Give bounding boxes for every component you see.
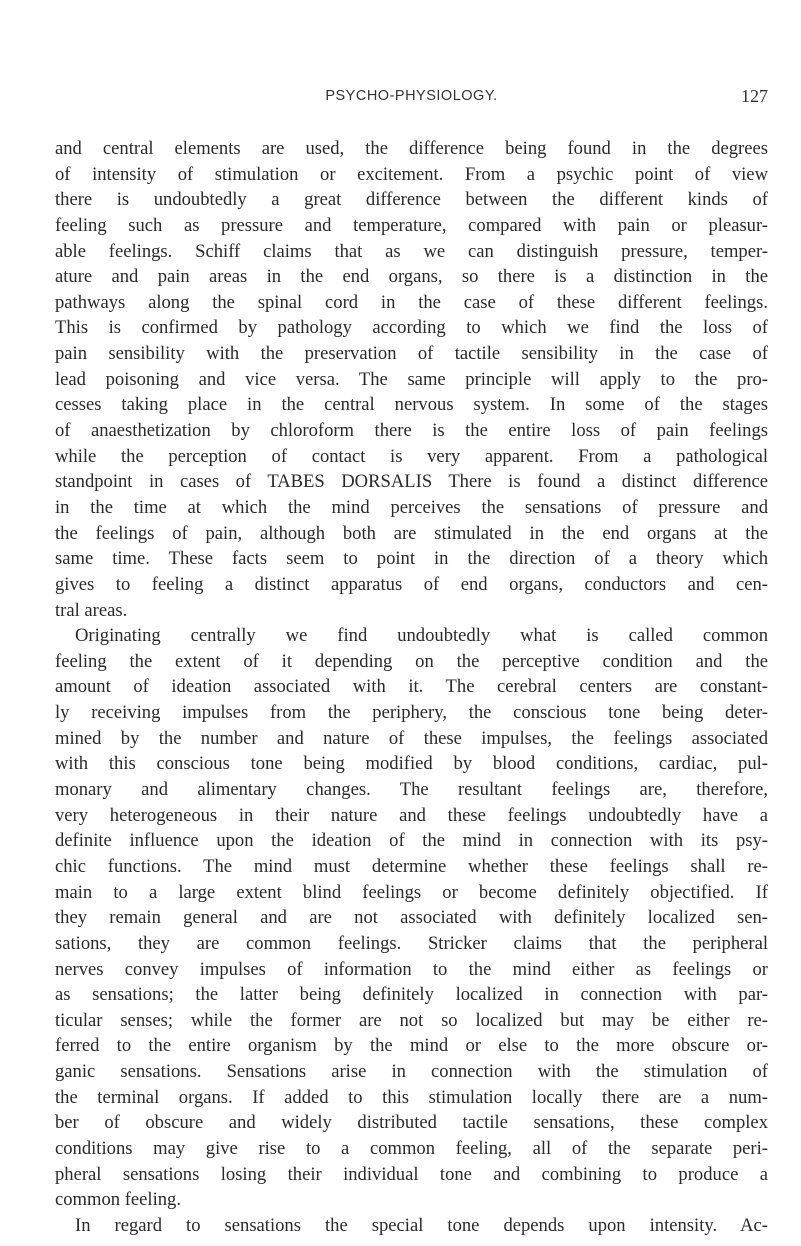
text-line: while the perception of contact is very apparent. From a pathological — [55, 445, 768, 467]
text-line: conditions may give rise to a common feeling, all of the separate peri- — [55, 1137, 768, 1159]
text-line: ly receiving impulses from the periphery, the conscious tone being deter- — [55, 702, 768, 724]
text-line: same time. These facts seem to point in the direction of a theory which — [55, 548, 768, 570]
text-line: ferred to the entire organism by the mind or else to the more obscure or- — [55, 1035, 768, 1057]
text-line: cesses taking place in the central nervous system. In some of the stages — [55, 394, 768, 416]
text-line: feeling such as pressure and temperature, compared with pain or pleasur- — [55, 214, 768, 236]
text-line: This is confirmed by pathology according to which we find the loss of — [55, 317, 768, 339]
body-text — [55, 136, 768, 1239]
text-line: ganic sensations. Sensations arise in connection with the stimulation of — [55, 1061, 768, 1083]
text-line: feeling the extent of it depending on the perceptive condition and the — [55, 650, 768, 672]
text-line: mined by the number and nature of these impulses, the feelings associated — [55, 727, 768, 749]
text-line: ature and pain areas in the end organs, so there is a distinction in the — [55, 266, 768, 288]
text-line: ticular senses; while the former are not so localized but may be either re- — [55, 1009, 768, 1031]
text-line: the feelings of pain, although both are stimulated in the end organs at the — [55, 522, 768, 544]
text-line: of anaesthetization by chloroform there is the entire loss of pain feelings — [55, 420, 768, 442]
running-title: PSYCHO-PHYSIOLOGY. — [325, 88, 498, 104]
text-line: Originating centrally we find undoubtedly what is called common — [75, 625, 768, 647]
text-line: in the time at which the mind perceives the sensations of pressure and — [55, 496, 768, 518]
text-line: able feelings. Schiff claims that as we can distinguish pressure, temper- — [55, 240, 768, 262]
text-line: sations, they are common feelings. Stricker claims that the peripheral — [55, 932, 768, 954]
text-line: common feeling. — [55, 1189, 181, 1211]
text-line: tral areas. — [55, 599, 128, 621]
text-line: monary and alimentary changes. The resultant feelings are, therefore, — [55, 779, 768, 801]
text-line: pathways along the spinal cord in the case of these different feelings. — [55, 291, 768, 313]
page-number: 127 — [741, 86, 768, 106]
text-line: of intensity of stimulation or excitement. From a psychic point of view — [55, 163, 768, 185]
text-line: very heterogeneous in their nature and these feelings undoubtedly have a — [55, 804, 768, 826]
text-line: standpoint in cases of TABES DORSALIS There is found a distinct difference — [55, 471, 768, 493]
text-line: amount of ideation associated with it. The cerebral centers are constant- — [55, 676, 768, 698]
text-line: they remain general and are not associated with definitely localized sen- — [55, 907, 768, 929]
text-line: lead poisoning and vice versa. The same principle will apply to the pro- — [55, 368, 768, 390]
text-line: gives to feeling a distinct apparatus of end organs, conductors and cen- — [55, 573, 768, 595]
text-line: the terminal organs. If added to this stimulation locally there are a num- — [55, 1086, 768, 1108]
text-line: pheral sensations losing their individual tone and combining to produce a — [55, 1163, 768, 1185]
text-line: In regard to sensations the special tone depends upon intensity. Ac- — [75, 1214, 768, 1236]
text-line: pain sensibility with the preservation of tactile sensibility in the case of — [55, 343, 768, 365]
text-line: as sensations; the latter being definitely localized in connection with par- — [55, 984, 768, 1006]
running-head — [55, 88, 768, 112]
text-line: and central elements are used, the difference being found in the degrees — [55, 138, 768, 159]
text-line: chic functions. The mind must determine whether these feelings shall re- — [55, 855, 768, 877]
text-line: nerves convey impulses of information to the mind either as feelings or — [55, 958, 768, 980]
text-line: definite influence upon the ideation of the mind in connection with its psy- — [55, 830, 768, 852]
text-line: with this conscious tone being modified by blood conditions, cardiac, pul- — [55, 753, 768, 775]
text-line: ber of obscure and widely distributed tactile sensations, these complex — [55, 1112, 768, 1134]
text-line: main to a large extent blind feelings or become definitely objectified. If — [55, 881, 768, 903]
text-line: there is undoubtedly a great difference between the different kinds of — [55, 189, 768, 211]
